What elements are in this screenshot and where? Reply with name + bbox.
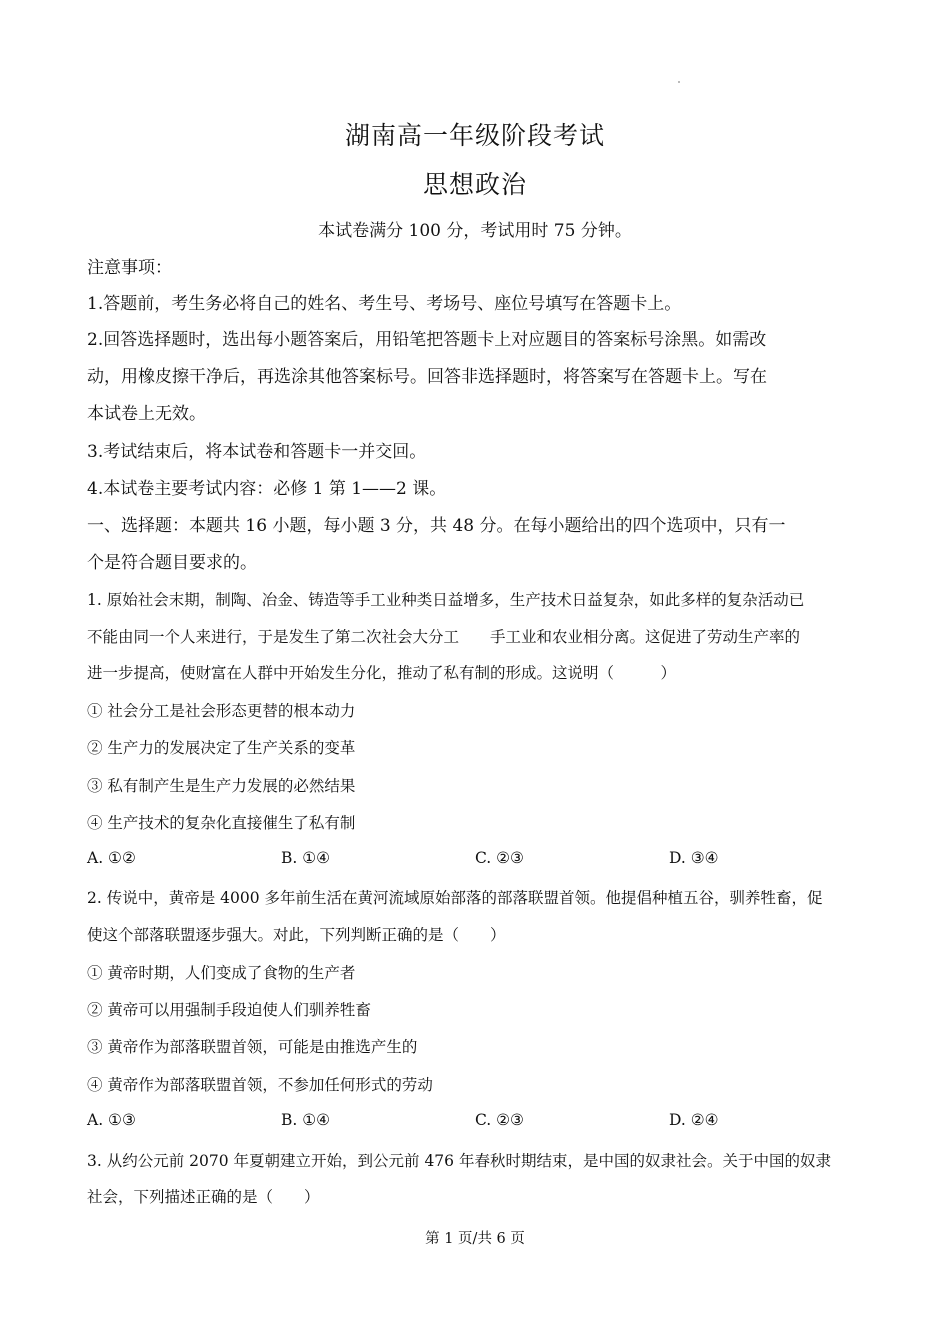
question-stem: 2. 传说中，黄帝是 4000 多年前生活在黄河流域原始部落的部落联盟首领。他提倡种植五谷，驯养牲畜，促 [87, 889, 823, 907]
note-line: 动，用橡皮擦干净后，再选涂其他答案标号。回答非选择题时，将答案写在答题卡上。写在 [87, 367, 767, 387]
note-line: 2.回答选择题时，选出每小题答案后，用铅笔把答题卡上对应题目的答案标号涂黑。如需改 [87, 330, 767, 350]
statement: ① 社会分工是社会形态更替的根本动力 [87, 702, 356, 720]
question-stem: 不能由同一个人来进行，于是发生了第二次社会大分工 手工业和农业相分离。这促进了劳动生产率的 [87, 628, 801, 646]
exam-info: 本试卷满分 100 分，考试用时 75 分钟。 [318, 221, 632, 241]
note-line: 1.答题前，考生务必将自己的姓名、考生号、考场号、座位号填写在答题卡上。 [87, 294, 682, 314]
option-c: C. ②③ [475, 849, 524, 867]
question-stem: 1. 原始社会末期，制陶、冶金、铸造等手工业种类日益增多，生产技术日益复杂，如此多样的复杂活动已 [87, 591, 805, 609]
question-stem: 进一步提高，使财富在人群中开始发生分化，推动了私有制的形成。这说明（ ） [87, 664, 677, 682]
note-line: 4.本试卷主要考试内容：必修 1 第 1——2 课。 [87, 479, 447, 499]
option-b: B. ①④ [281, 849, 331, 867]
statement: ① 黄帝时期，人们变成了食物的生产者 [87, 964, 356, 982]
option-a: A. ①③ [87, 1111, 136, 1129]
scan-speck [678, 81, 680, 83]
question-stem: 社会，下列描述正确的是（ ） [87, 1188, 320, 1206]
question-stem: 使这个部落联盟逐步强大。对此，下列判断正确的是（ ） [87, 926, 506, 944]
statement: ③ 黄帝作为部落联盟首领，可能是由推选产生的 [87, 1038, 418, 1056]
statement: ② 生产力的发展决定了生产关系的变革 [87, 739, 356, 757]
subject-title: 思想政治 [422, 170, 527, 199]
option-d: D. ②④ [669, 1111, 719, 1129]
notes-heading: 注意事项： [87, 258, 172, 278]
option-a: A. ①② [87, 849, 136, 867]
section-heading: 一、选择题：本题共 16 小题，每小题 3 分，共 48 分。在每小题给出的四个选项中，只有一 [87, 516, 786, 536]
statement: ④ 生产技术的复杂化直接催生了私有制 [87, 814, 356, 832]
note-line: 3.考试结束后，将本试卷和答题卡一并交回。 [87, 442, 427, 462]
statement: ② 黄帝可以用强制手段迫使人们驯养牲畜 [87, 1001, 371, 1019]
option-b: B. ①④ [281, 1111, 331, 1129]
question-stem: 3. 从约公元前 2070 年夏朝建立开始，到公元前 476 年春秋时期结束，是中国的奴隶社会。关于中国的奴隶 [87, 1152, 831, 1170]
note-line: 本试卷上无效。 [87, 404, 206, 424]
option-c: C. ②③ [475, 1111, 524, 1129]
page-number: 第 1 页/共 6 页 [425, 1231, 525, 1247]
option-d: D. ③④ [669, 849, 719, 867]
section-heading: 个是符合题目要求的。 [87, 553, 257, 573]
exam-title: 湖南高一年级阶段考试 [344, 121, 605, 150]
statement: ③ 私有制产生是生产力发展的必然结果 [87, 777, 356, 795]
statement: ④ 黄帝作为部落联盟首领，不参加任何形式的劳动 [87, 1076, 433, 1094]
